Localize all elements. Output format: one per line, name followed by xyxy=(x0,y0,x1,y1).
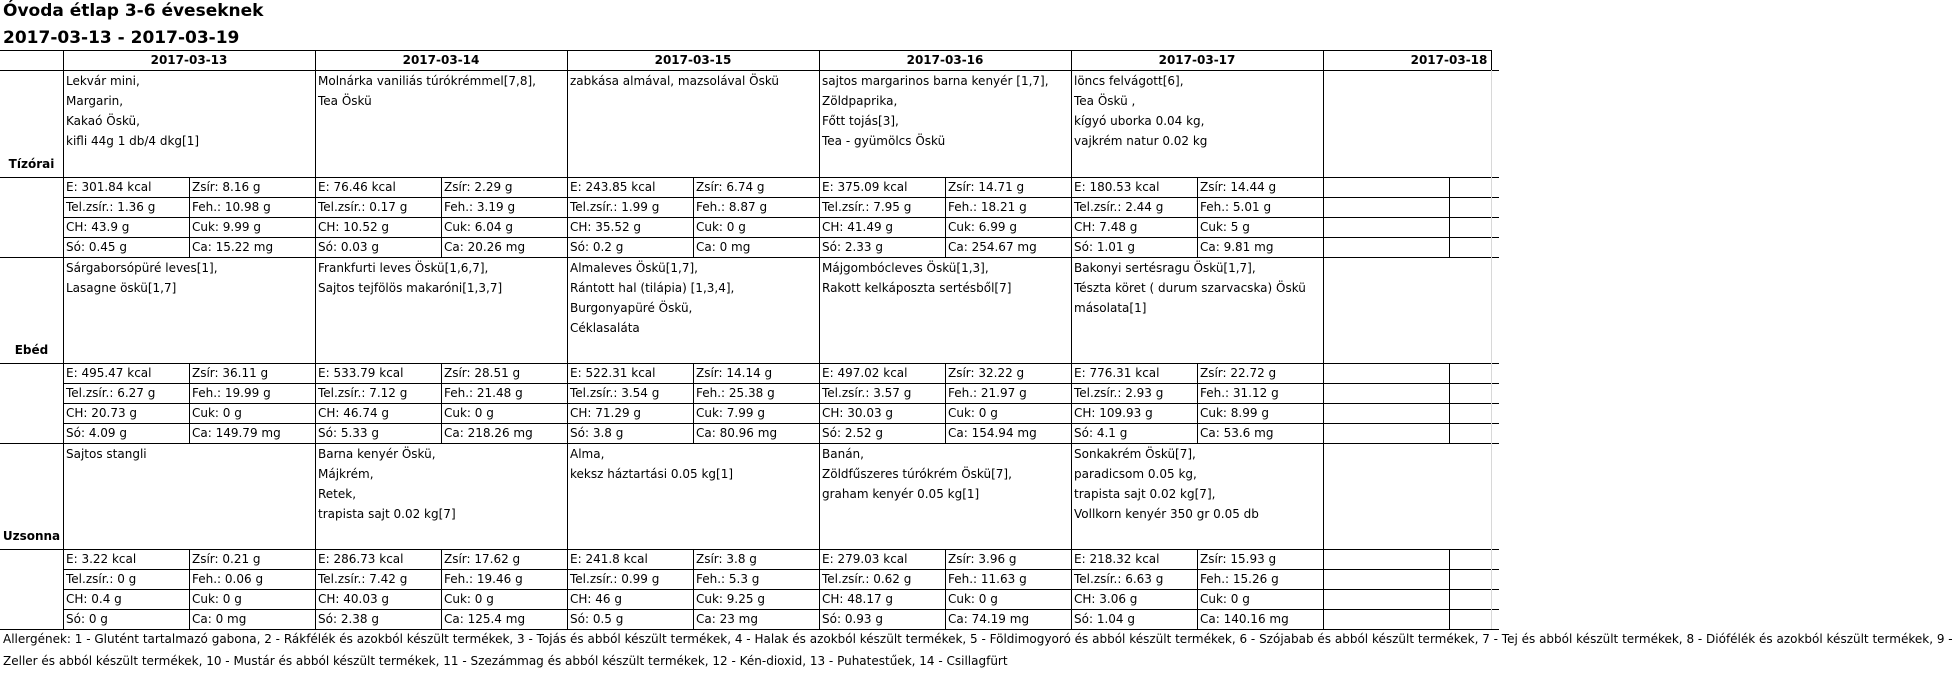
menu-item: Tészta köret ( durum szarvacska) Öskü xyxy=(1074,281,1306,295)
menu-item: Vollkorn kenyér 350 gr 0.05 db xyxy=(1074,507,1259,521)
nutrition-value: CH: 46.74 g xyxy=(318,406,390,420)
menu-item: trapista sajt 0.02 kg[7] xyxy=(318,507,456,521)
nutrition-value: Tel.zsír.: 7.42 g xyxy=(318,572,408,586)
nutrition-value: Feh.: 11.63 g xyxy=(948,572,1027,586)
grid-line xyxy=(1491,70,1492,257)
date-header: 2017-03-17 xyxy=(1158,53,1236,67)
nutrition-value: Só: 2.52 g xyxy=(822,426,883,440)
nutrition-value: Tel.zsír.: 6.27 g xyxy=(66,386,156,400)
menu-item: Lasagne öskü[1,7] xyxy=(66,281,177,295)
nutrition-value: Zsír: 17.62 g xyxy=(444,552,521,566)
menu-item: trapista sajt 0.02 kg[7], xyxy=(1074,487,1216,501)
nutrition-value: Só: 3.8 g xyxy=(570,426,624,440)
nutrition-value: E: 497.02 kcal xyxy=(822,366,908,380)
nutrition-value: CH: 0.4 g xyxy=(66,592,122,606)
nutrition-value: Só: 1.04 g xyxy=(1074,612,1135,626)
nutrition-value: Tel.zsír.: 7.12 g xyxy=(318,386,408,400)
menu-item: Frankfurti leves Öskü[1,6,7], xyxy=(318,261,489,275)
nutrition-value: Cuk: 0 g xyxy=(948,592,998,606)
menu-items-cell xyxy=(315,443,567,549)
nutrition-value: Feh.: 21.48 g xyxy=(444,386,523,400)
nutrition-value: Feh.: 0.06 g xyxy=(192,572,264,586)
nutrition-value: Cuk: 0 g xyxy=(444,406,494,420)
nutrition-value: Só: 0.03 g xyxy=(318,240,379,254)
nutrition-value: Ca: 74.19 mg xyxy=(948,612,1030,626)
nutrition-value: Ca: 15.22 mg xyxy=(192,240,274,254)
nutrition-value: Ca: 125.4 mg xyxy=(444,612,526,626)
grid-line xyxy=(1449,363,1450,443)
nutrition-value: Feh.: 19.46 g xyxy=(444,572,523,586)
meal-label-text: Uzsonna xyxy=(2,529,61,543)
grid-line xyxy=(1491,443,1492,629)
allergen-legend-line-1: Allergének: 1 - Glutént tartalmazó gabona, 2 - Rákfélék és azokból készült termékek, 3 - Tojás és abból készült termékek, 4 - Halak és azokból készült termékek, 5 - Földimogyoró és abból készült termékek, 6 - Szójabab és abból készült termékek, 7 - Tej és abból készült termékek, 8 - Diófélék és azokból készült termékek, 9 - xyxy=(3,632,1953,646)
nutrition-value: CH: 48.17 g xyxy=(822,592,894,606)
date-header: 2017-03-13 xyxy=(150,53,228,67)
menu-item: Lekvár mini, xyxy=(66,74,140,88)
nutrition-value: Só: 4.1 g xyxy=(1074,426,1128,440)
menu-item: Főtt tojás[3], xyxy=(822,114,899,128)
nutrition-value: Zsír: 32.22 g xyxy=(948,366,1025,380)
menu-items-cell xyxy=(1071,443,1323,549)
nutrition-value: Ca: 0 mg xyxy=(192,612,247,626)
nutrition-value: E: 533.79 kcal xyxy=(318,366,404,380)
nutrition-value: Ca: 154.94 mg xyxy=(948,426,1037,440)
menu-item: Zöldpaprika, xyxy=(822,94,898,108)
nutrition-value: Feh.: 8.87 g xyxy=(696,200,768,214)
menu-item: Zöldfűszeres túrókrém Öskü[7], xyxy=(822,467,1012,481)
nutrition-value: Zsír: 14.14 g xyxy=(696,366,773,380)
nutrition-value: E: 301.84 kcal xyxy=(66,180,152,194)
menu-items-cell xyxy=(315,257,567,363)
nutrition-value: E: 495.47 kcal xyxy=(66,366,152,380)
nutrition-value: Zsír: 3.96 g xyxy=(948,552,1017,566)
menu-items-cell xyxy=(567,257,819,363)
nutrition-value: Cuk: 0 g xyxy=(444,592,494,606)
menu-item: Sonkakrém Öskü[7], xyxy=(1074,447,1196,461)
nutrition-value: Cuk: 6.99 g xyxy=(948,220,1017,234)
nutrition-value: Feh.: 5.3 g xyxy=(696,572,760,586)
menu-item: Banán, xyxy=(822,447,864,461)
menu-items-cell xyxy=(567,443,819,549)
menu-items-cell xyxy=(567,70,819,177)
nutrition-value: Só: 0.45 g xyxy=(66,240,127,254)
nutrition-value: CH: 40.03 g xyxy=(318,592,390,606)
nutrition-value: Zsír: 6.74 g xyxy=(696,180,765,194)
menu-items-cell xyxy=(315,70,567,177)
nutrition-value: Feh.: 10.98 g xyxy=(192,200,271,214)
nutrition-value: Só: 2.33 g xyxy=(822,240,883,254)
menu-item: Bakonyi sertésragu Öskü[1,7], xyxy=(1074,261,1256,275)
nutrition-value: Feh.: 21.97 g xyxy=(948,386,1027,400)
menu-item: paradicsom 0.05 kg, xyxy=(1074,467,1197,481)
nutrition-value: Ca: 80.96 mg xyxy=(696,426,778,440)
nutrition-value: Feh.: 18.21 g xyxy=(948,200,1027,214)
nutrition-value: Feh.: 3.19 g xyxy=(444,200,516,214)
nutrition-value: Só: 1.01 g xyxy=(1074,240,1135,254)
nutrition-value: Cuk: 9.99 g xyxy=(192,220,261,234)
nutrition-value: Só: 4.09 g xyxy=(66,426,127,440)
nutrition-value: E: 76.46 kcal xyxy=(318,180,396,194)
nutrition-value: Feh.: 19.99 g xyxy=(192,386,271,400)
nutrition-value: Ca: 140.16 mg xyxy=(1200,612,1289,626)
menu-item: Sajtos stangli xyxy=(66,447,147,461)
nutrition-value: E: 180.53 kcal xyxy=(1074,180,1160,194)
nutrition-value: Cuk: 0 g xyxy=(696,220,746,234)
nutrition-value: E: 776.31 kcal xyxy=(1074,366,1160,380)
date-range: 2017-03-13 - 2017-03-19 xyxy=(3,28,240,48)
nutrition-value: Cuk: 0 g xyxy=(1200,592,1250,606)
menu-item: Tea Öskü , xyxy=(1074,94,1136,108)
nutrition-value: E: 279.03 kcal xyxy=(822,552,908,566)
nutrition-value: Cuk: 0 g xyxy=(948,406,998,420)
menu-items-cell xyxy=(63,70,315,177)
menu-item: Retek, xyxy=(318,487,357,501)
nutrition-value: Tel.zsír.: 3.54 g xyxy=(570,386,660,400)
nutrition-value: Zsír: 2.29 g xyxy=(444,180,513,194)
menu-item: másolata[1] xyxy=(1074,301,1147,315)
meal-label xyxy=(0,443,63,629)
menu-items-cell xyxy=(819,443,1071,549)
menu-item: vajkrém natur 0.02 kg xyxy=(1074,134,1208,148)
grid-line xyxy=(1323,50,1324,629)
nutrition-value: Zsír: 14.71 g xyxy=(948,180,1025,194)
menu-item: Tea Öskü xyxy=(318,94,372,108)
nutrition-value: Só: 0 g xyxy=(66,612,108,626)
nutrition-value: Zsír: 15.93 g xyxy=(1200,552,1277,566)
grid-line xyxy=(0,50,1491,51)
nutrition-value: Feh.: 31.12 g xyxy=(1200,386,1279,400)
menu-item: Céklasaláta xyxy=(570,321,640,335)
nutrition-value: E: 241.8 kcal xyxy=(570,552,648,566)
nutrition-value: CH: 7.48 g xyxy=(1074,220,1138,234)
nutrition-value: E: 522.31 kcal xyxy=(570,366,656,380)
nutrition-value: E: 3.22 kcal xyxy=(66,552,137,566)
grid-line xyxy=(1491,257,1492,443)
nutrition-value: CH: 46 g xyxy=(570,592,622,606)
menu-item: sajtos margarinos barna kenyér [1,7], xyxy=(822,74,1049,88)
allergen-legend-line-2: Zeller és abból készült termékek, 10 - Mustár és abból készült termékek, 11 - Szezámmag és abból készült termékek, 12 - Kén-dioxid, 13 - Puhatestűek, 14 - Csillagfürt xyxy=(3,654,1008,668)
menu-items-cell xyxy=(819,257,1071,363)
meal-label xyxy=(0,257,63,443)
date-header: 2017-03-14 xyxy=(402,53,480,67)
menu-items-cell xyxy=(63,443,315,549)
nutrition-value: Tel.zsír.: 7.95 g xyxy=(822,200,912,214)
nutrition-value: Só: 0.2 g xyxy=(570,240,624,254)
menu-item: Margarin, xyxy=(66,94,124,108)
menu-item: Tea - gyümölcs Öskü xyxy=(822,134,946,148)
nutrition-value: Ca: 9.81 mg xyxy=(1200,240,1274,254)
nutrition-value: Tel.zsír.: 2.44 g xyxy=(1074,200,1164,214)
menu-item: Kakaó Öskü, xyxy=(66,114,140,128)
nutrition-value: Cuk: 7.99 g xyxy=(696,406,765,420)
nutrition-value: Ca: 0 mg xyxy=(696,240,751,254)
nutrition-value: E: 218.32 kcal xyxy=(1074,552,1160,566)
grid-line xyxy=(1491,50,1492,70)
date-header: 2017-03-16 xyxy=(906,53,984,67)
menu-item: Májkrém, xyxy=(318,467,374,481)
menu-item: Sajtos tejfölös makaróni[1,3,7] xyxy=(318,281,503,295)
nutrition-value: CH: 35.52 g xyxy=(570,220,642,234)
menu-item: Rántott hal (tilápia) [1,3,4], xyxy=(570,281,735,295)
nutrition-value: Zsír: 22.72 g xyxy=(1200,366,1277,380)
nutrition-value: Tel.zsír.: 0.17 g xyxy=(318,200,408,214)
nutrition-value: Tel.zsír.: 2.93 g xyxy=(1074,386,1164,400)
menu-items-cell xyxy=(819,70,1071,177)
nutrition-value: CH: 41.49 g xyxy=(822,220,894,234)
nutrition-value: CH: 30.03 g xyxy=(822,406,894,420)
meal-label-text: Ebéd xyxy=(14,343,49,357)
nutrition-value: CH: 10.52 g xyxy=(318,220,390,234)
nutrition-value: Zsír: 0.21 g xyxy=(192,552,261,566)
menu-item: Burgonyapüré Öskü, xyxy=(570,301,693,315)
menu-item: zabkása almával, mazsolával Öskü xyxy=(570,74,780,88)
nutrition-value: Ca: 23 mg xyxy=(696,612,758,626)
nutrition-value: Zsír: 3.8 g xyxy=(696,552,757,566)
nutrition-value: Zsír: 8.16 g xyxy=(192,180,261,194)
nutrition-value: Ca: 20.26 mg xyxy=(444,240,526,254)
nutrition-value: Zsír: 28.51 g xyxy=(444,366,521,380)
nutrition-value: Cuk: 0 g xyxy=(192,592,242,606)
menu-item: Molnárka vaniliás túrókrémmel[7,8], xyxy=(318,74,536,88)
nutrition-value: Tel.zsír.: 1.99 g xyxy=(570,200,660,214)
menu-item: Almaleves Öskü[1,7], xyxy=(570,261,698,275)
menu-item: kígyó uborka 0.04 kg, xyxy=(1074,114,1205,128)
menu-item: Sárgaborsópüré leves[1], xyxy=(66,261,218,275)
page-title: Óvoda étlap 3-6 éveseknek xyxy=(3,1,264,21)
date-header: 2017-03-18 xyxy=(1410,53,1488,67)
nutrition-value: Cuk: 0 g xyxy=(192,406,242,420)
nutrition-value: E: 375.09 kcal xyxy=(822,180,908,194)
menu-item: löncs felvágott[6], xyxy=(1074,74,1184,88)
nutrition-value: Só: 0.93 g xyxy=(822,612,883,626)
nutrition-value: CH: 3.06 g xyxy=(1074,592,1138,606)
nutrition-value: Só: 0.5 g xyxy=(570,612,624,626)
nutrition-value: Tel.zsír.: 0 g xyxy=(66,572,137,586)
grid-line xyxy=(1449,177,1450,257)
nutrition-value: CH: 43.9 g xyxy=(66,220,130,234)
nutrition-value: CH: 109.93 g xyxy=(1074,406,1153,420)
nutrition-value: Ca: 254.67 mg xyxy=(948,240,1037,254)
grid-line xyxy=(1449,549,1450,629)
menu-item: graham kenyér 0.05 kg[1] xyxy=(822,487,980,501)
menu-items-cell xyxy=(1071,70,1323,177)
nutrition-value: Cuk: 9.25 g xyxy=(696,592,765,606)
meal-label xyxy=(0,70,63,257)
menu-item: Alma, xyxy=(570,447,605,461)
menu-item: kifli 44g 1 db/4 dkg[1] xyxy=(66,134,200,148)
nutrition-value: Tel.zsír.: 0.62 g xyxy=(822,572,912,586)
menu-item: Májgombócleves Öskü[1,3], xyxy=(822,261,989,275)
nutrition-value: Cuk: 5 g xyxy=(1200,220,1250,234)
menu-item: keksz háztartási 0.05 kg[1] xyxy=(570,467,734,481)
nutrition-value: Tel.zsír.: 0.99 g xyxy=(570,572,660,586)
date-header: 2017-03-15 xyxy=(654,53,732,67)
menu-item: Barna kenyér Öskü, xyxy=(318,447,436,461)
nutrition-value: E: 243.85 kcal xyxy=(570,180,656,194)
nutrition-value: Zsír: 36.11 g xyxy=(192,366,269,380)
meal-label-text: Tízórai xyxy=(8,156,55,171)
nutrition-value: Ca: 53.6 mg xyxy=(1200,426,1274,440)
nutrition-value: Cuk: 8.99 g xyxy=(1200,406,1269,420)
nutrition-value: Feh.: 5.01 g xyxy=(1200,200,1272,214)
menu-items-cell xyxy=(63,257,315,363)
menu-items-cell xyxy=(1071,257,1323,363)
nutrition-value: Feh.: 25.38 g xyxy=(696,386,775,400)
nutrition-value: E: 286.73 kcal xyxy=(318,552,404,566)
nutrition-value: Só: 2.38 g xyxy=(318,612,379,626)
nutrition-value: Ca: 218.26 mg xyxy=(444,426,533,440)
nutrition-value: Feh.: 15.26 g xyxy=(1200,572,1279,586)
nutrition-value: Tel.zsír.: 1.36 g xyxy=(66,200,156,214)
nutrition-value: Tel.zsír.: 6.63 g xyxy=(1074,572,1164,586)
nutrition-value: Cuk: 6.04 g xyxy=(444,220,513,234)
nutrition-value: Tel.zsír.: 3.57 g xyxy=(822,386,912,400)
nutrition-value: Ca: 149.79 mg xyxy=(192,426,281,440)
nutrition-value: CH: 20.73 g xyxy=(66,406,138,420)
nutrition-value: Zsír: 14.44 g xyxy=(1200,180,1277,194)
nutrition-value: CH: 71.29 g xyxy=(570,406,642,420)
menu-item: Rakott kelkáposzta sertésből[7] xyxy=(822,281,1012,295)
nutrition-value: Só: 5.33 g xyxy=(318,426,379,440)
